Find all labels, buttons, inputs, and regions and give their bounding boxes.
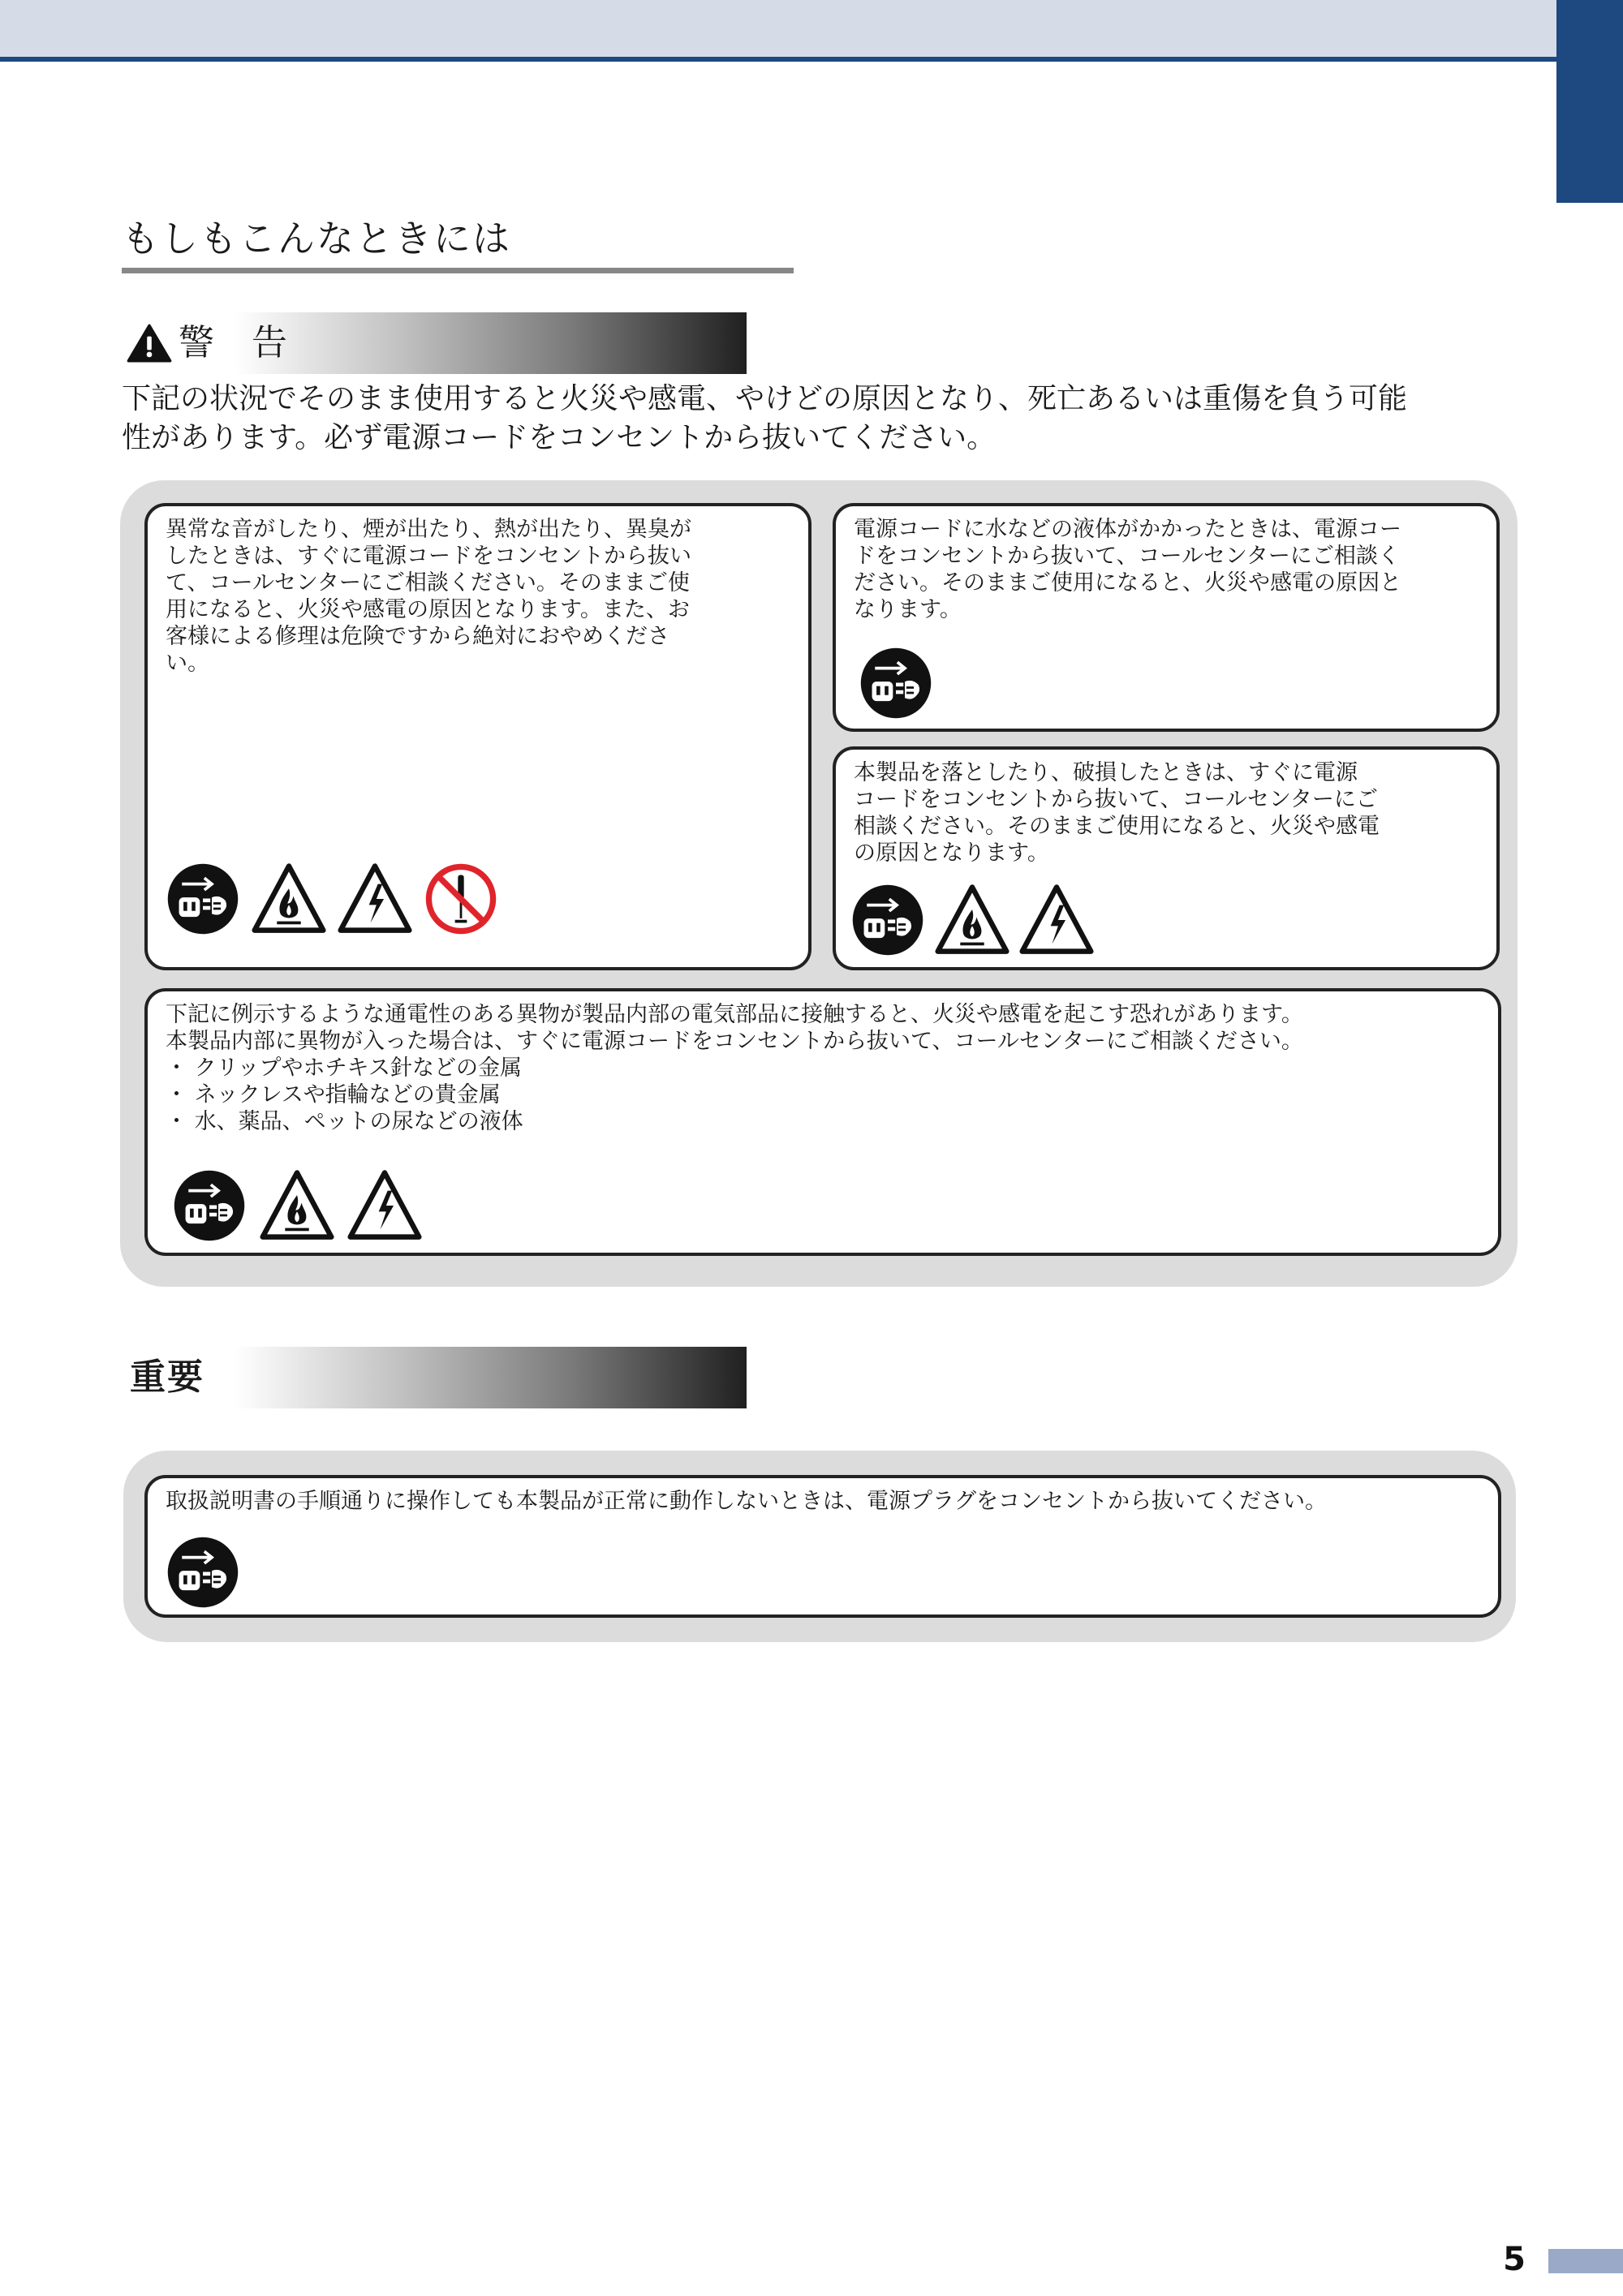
text-line: の原因となります。: [854, 841, 1049, 866]
unplug-icon: [172, 1168, 247, 1243]
warning-intro-line: 下記の状況でそのまま使用すると火災や感電、やけどの原因となり、死亡あるいは重傷を負う可能: [122, 382, 1408, 415]
text-line: 電源コードに水などの液体がかかったときは、電源コー: [854, 517, 1401, 542]
important-box: [144, 1475, 1501, 1618]
fire-warning-icon: [260, 1168, 334, 1243]
warning-banner: [122, 312, 747, 374]
text-line: コードをコンセントから抜いて、コールセンターにご: [854, 787, 1378, 812]
text-line: 異常な音がしたり、煙が出たり、熱が出たり、異臭が: [166, 517, 691, 542]
list-item: ・ クリップやホチキス針などの金属: [166, 1056, 522, 1081]
text-line: 客様による修理は危険ですから絶対におやめくださ: [166, 624, 669, 649]
warning-box-foreign-objects: [144, 988, 1501, 1256]
warning-triangle-icon: [127, 324, 172, 363]
chapter-tab: [1556, 0, 1623, 203]
warning-intro: [122, 380, 1534, 458]
fire-warning-icon: [935, 883, 1010, 957]
warning-box-abnormal: [144, 503, 812, 970]
box-text: [166, 1001, 1303, 1135]
text-line: 相談ください。そのままご使用になると、火災や感電: [854, 814, 1380, 839]
box-text: [166, 516, 691, 677]
text-line: ドをコンセントから抜いて、コールセンターにご相談く: [854, 544, 1400, 569]
page-number: 5: [1503, 2241, 1526, 2278]
unplug-icon: [166, 1535, 240, 1610]
list-item: ・ 水、薬品、ペットの尿などの液体: [166, 1109, 523, 1134]
important-label: 重要: [130, 1357, 204, 1398]
box-text: [854, 759, 1380, 866]
warning-box-damaged: [833, 746, 1500, 970]
unplug-icon: [859, 646, 933, 720]
electric-shock-warning-icon: [338, 862, 412, 936]
fire-warning-icon: [252, 862, 326, 936]
list-item: ・ ネックレスや指輪などの貴金属: [166, 1082, 501, 1107]
unplug-icon: [850, 883, 925, 957]
text-line: したときは、すぐに電源コードをコンセントから抜い: [166, 544, 691, 569]
text-line: 用になると、火災や感電の原因となります。また、お: [166, 597, 690, 622]
unplug-icon: [166, 862, 240, 936]
warning-box-liquid: [833, 503, 1500, 732]
text-line: 取扱説明書の手順通りに操作しても本製品が正常に動作しないときは、電源プラグをコンセントから抜いてください。: [166, 1489, 1327, 1514]
text-line: 本製品を落としたり、破損したときは、すぐに電源: [854, 760, 1358, 785]
page-tab: [1548, 2249, 1623, 2273]
no-disassembly-icon: [424, 862, 498, 936]
text-line: 本製品内部に異物が入った場合は、すぐに電源コードをコンセントから抜いて、コールセンターにご相談ください。: [166, 1029, 1303, 1054]
header-bar: [0, 0, 1556, 57]
box-text: [854, 516, 1401, 623]
section-title-underline: [122, 268, 794, 273]
text-line: なります。: [854, 597, 962, 622]
box-text: [166, 1488, 1327, 1515]
text-line: て、コールセンターにご相談ください。そのままご使: [166, 570, 690, 595]
warning-intro-line: 性があります。必ず電源コードをコンセントから抜いてください。: [122, 421, 997, 454]
section-title: もしもこんなときには: [122, 217, 511, 260]
text-line: い。: [166, 651, 209, 676]
text-line: 下記に例示するような通電性のある異物が製品内部の電気部品に接触すると、火災や感電を起こす恐れがあります。: [166, 1002, 1303, 1027]
header-rule: [0, 57, 1556, 62]
text-line: ださい。そのままご使用になると、火災や感電の原因と: [854, 570, 1401, 595]
electric-shock-warning-icon: [347, 1168, 422, 1243]
electric-shock-warning-icon: [1019, 883, 1094, 957]
warning-label: 警 告: [179, 322, 300, 363]
important-banner: [122, 1347, 747, 1408]
